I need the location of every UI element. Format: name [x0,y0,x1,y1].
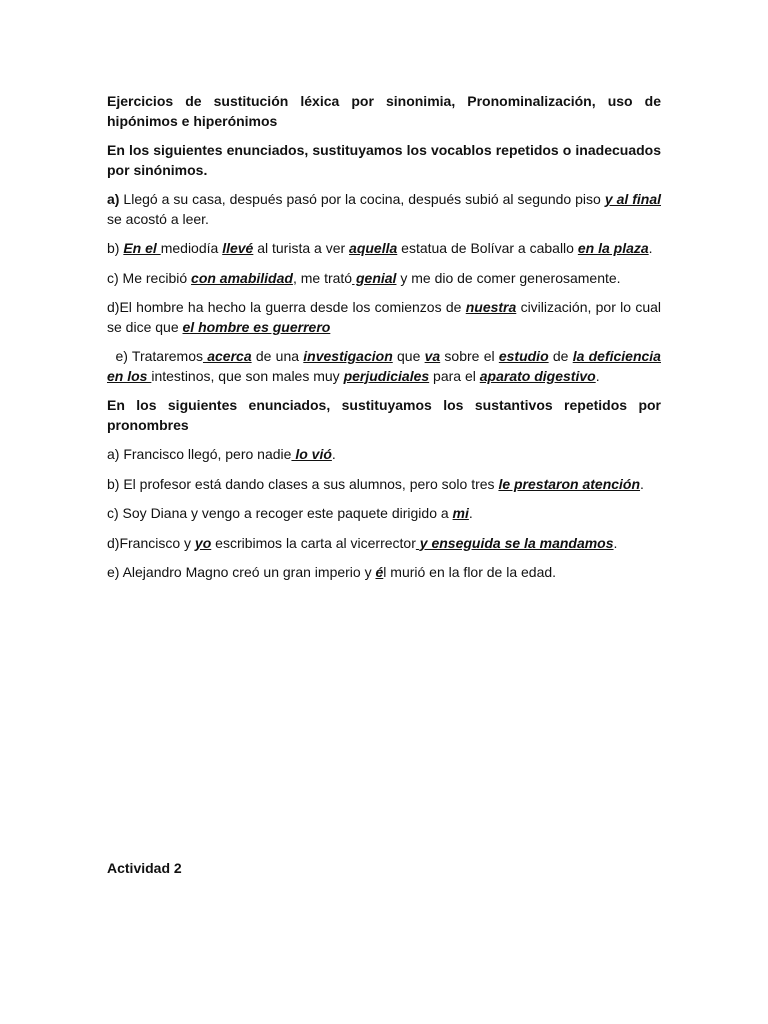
exercise-text: , me trató [292,269,353,286]
exercise-text: c) Me recibió [107,269,192,286]
exercise-text: estatua de Bolívar a caballo [397,240,578,256]
exercise-text: sobre el [440,348,499,364]
exercise-text: . [595,367,600,384]
underlined-word: el hombre es guerrero [182,318,331,335]
exercise-text: de [548,348,573,364]
exercise-text: . [468,505,473,521]
underlined-word: nuestra [465,299,517,315]
exercise-text: d)Francisco y [107,534,195,551]
underlined-word: le prestaron atención [498,475,641,492]
exercise-text: e) Trataremos [107,348,203,364]
underlined-word: y al final [604,191,661,207]
exercise-text: escribimos la carta al vicerrector [211,534,416,551]
underlined-word: con amabilidad [191,269,293,286]
exercise-2d [107,534,661,554]
underlined-word: En el [123,240,161,256]
exercise-1d [107,298,661,337]
exercise-text: Llegó a su casa, después pasó por la cocina, después subió al segundo piso [119,191,605,207]
exercise-1e [107,347,661,386]
exercise-text: l murió en la flor de la edad. [383,564,557,580]
underlined-word: y enseguida se la mandamos [415,534,614,551]
underlined-word: investigacion [303,348,393,364]
exercise-text: c) Soy Diana y vengo a recoger este paquete dirigido a [107,505,453,521]
exercise-text: a) Francisco llegó, pero nadie [107,446,292,462]
underlined-word: mi [452,505,469,521]
exercise-1b [107,239,661,259]
exercise-text: civilización, por lo cual se dice que [107,299,662,335]
exercise-2b [107,475,661,495]
exercise-text: . [640,475,644,492]
item-label: a) [107,191,120,207]
document-body [107,92,661,593]
exercise-text: se acostó a leer. [107,210,209,227]
exercise-text: . [613,534,618,551]
underlined-word: va [424,348,441,364]
underlined-word: genial [352,269,397,286]
exercise-1a [107,190,661,229]
exercise-text: b) [107,240,124,256]
exercise-2a [107,445,661,465]
underlined-word: aparato digestivo [479,367,596,384]
underlined-word: llevé [222,240,254,256]
underlined-word: en la plaza [577,240,649,256]
exercise-1c [107,269,661,289]
exercise-text: al turista a ver [253,240,350,256]
exercise-text: intestinos, que son males muy [151,367,344,384]
exercise-text: . [648,240,653,256]
exercise-text: para el [429,367,480,384]
exercise-text: . [331,446,336,462]
exercise-text: que [392,348,425,364]
underlined-word: estudio [498,348,549,364]
underlined-word: lo vió [291,446,332,462]
underlined-word: aquella [349,240,398,256]
exercise-text: mediodía [160,240,223,256]
instruction-synonyms: En los siguientes enunciados, sustituyamos los vocablos repetidos o inadecuados por sinónimos. [107,142,661,178]
exercise-text: e) Alejandro Magno creó un gran imperio y [107,564,376,580]
document-title: Ejercicios de sustitución léxica por sinonimia, Pronominalización, uso de hipónimos e hiperónimos [107,93,661,129]
underlined-word: perjudiciales [343,367,430,384]
underlined-word: é [375,564,384,580]
underlined-word: la deficiencia en los [107,348,661,384]
exercise-text: de una [251,348,304,364]
underlined-word: yo [194,534,212,551]
instruction-pronouns: En los siguientes enunciados, sustituyamos los sustantivos repetidos por pronombres [107,397,661,433]
activity-heading: Actividad 2 [107,860,182,876]
exercise-text: b) El profesor está dando clases a sus alumnos, pero solo tres [107,475,499,492]
underlined-word: acerca [202,348,252,364]
exercise-2e [107,563,661,583]
exercise-text: y me dio de comer generosamente. [396,269,621,286]
exercise-2c [107,504,661,524]
exercise-text: d)El hombre ha hecho la guerra desde los comienzos de [107,299,466,315]
